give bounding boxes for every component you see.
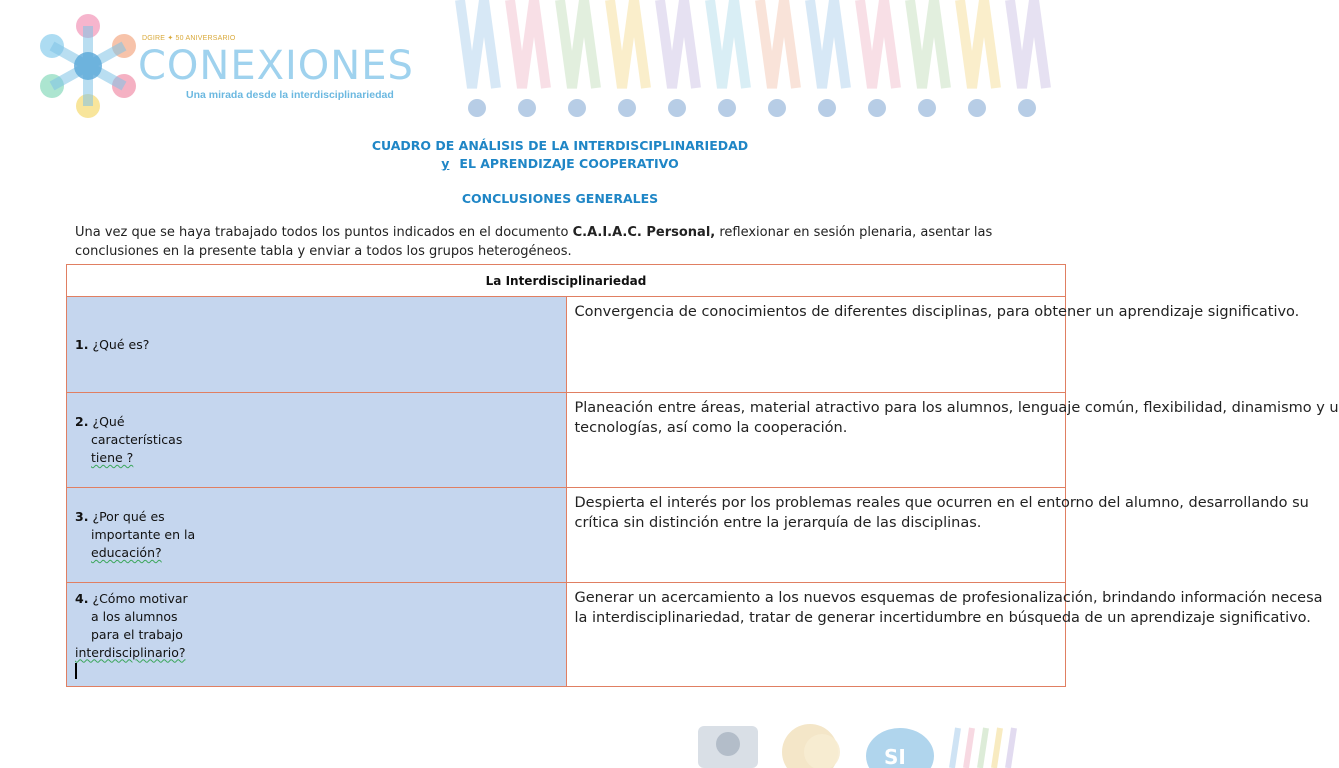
answer-cell[interactable]: [566, 583, 1323, 687]
decorative-stripe: [980, 728, 986, 768]
decorative-dot: [1018, 99, 1036, 117]
decorative-dot: [918, 99, 936, 117]
intro-text-3: conclusiones en la presente tabla y enviar a todos los grupos heterogéneos.: [75, 244, 572, 259]
decorative-dot: [868, 99, 886, 117]
decorative-dot: [518, 99, 536, 117]
brand-title: CONEXIONES: [138, 43, 414, 89]
question-text: características: [91, 432, 183, 447]
anniversary-tagline: DGIRE ✦ 50 ANIVERSARIO: [142, 35, 236, 42]
decorative-stripe: [560, 0, 596, 88]
question-text: a los alumnos: [91, 608, 178, 624]
decorative-stripe: [910, 0, 946, 88]
question-number: 1.: [75, 336, 89, 352]
answer-line: crítica sin distinción entre la jerarquía de las disciplinas.: [574, 515, 982, 531]
table-title: La Interdisciplinariedad: [67, 265, 1066, 297]
question-number: 2.: [75, 414, 89, 429]
decorative-stripe: [994, 728, 1000, 768]
intro-text-2: reflexionar en sesión plenaria, asentar las: [715, 225, 993, 240]
decorative-stripe: [966, 728, 972, 768]
question-text: educación?: [91, 545, 162, 560]
question-text: para el trabajo: [91, 626, 183, 642]
decorative-stripe: [860, 0, 896, 88]
decorative-stripes-footer: [952, 728, 1014, 768]
decorative-stripe: [1008, 728, 1014, 768]
question-cell[interactable]: [67, 297, 567, 393]
table-row: [67, 488, 1066, 583]
decorative-stripes-banner: [450, 0, 1024, 122]
subtitle-conjunction: y: [441, 156, 450, 171]
decorative-stripe: [610, 0, 646, 88]
table-row: [67, 583, 1066, 687]
answer-cell[interactable]: [566, 297, 1300, 393]
question-number: 4.: [75, 590, 89, 606]
decorative-stripe: [952, 728, 958, 768]
decorative-dot: [818, 99, 836, 117]
decorative-stripe: [710, 0, 746, 88]
footer-logos: [690, 720, 1024, 768]
question-text: ¿Qué es?: [92, 336, 150, 352]
table-row: [67, 297, 1066, 393]
answer-line: Despierta el interés por los problemas reales que ocurren en el entorno del alumno, desarrollando su: [574, 495, 1309, 511]
text-cursor: [75, 663, 77, 679]
decorative-stripe: [660, 0, 696, 88]
decorative-dot: [768, 99, 786, 117]
intro-doc-name: C.A.I.A.C. Personal,: [572, 225, 716, 240]
question-text: ¿Qué: [92, 414, 125, 429]
intro-paragraph: [75, 223, 1035, 261]
question-cell[interactable]: [67, 583, 567, 687]
answer-line: la interdisciplinariedad, tratar de generar incertidumbre en búsqueda de un aprendizaje significativo.: [574, 610, 1311, 626]
question-text: importante en la: [91, 527, 196, 542]
answer-cell[interactable]: [566, 488, 1309, 583]
question-text: ¿Por qué es: [92, 509, 165, 524]
answer-line: Planeación entre áreas, material atractivo para los alumnos, lenguaje común, flexibilidad, dinamismo y u: [574, 400, 1339, 416]
unam-seal-icon: [698, 726, 758, 768]
svg-text:SI: SI: [884, 745, 906, 768]
answer-line: Convergencia de conocimientos de diferentes disciplinas, para obtener un aprendizaje significativo.: [574, 304, 1300, 320]
document-title: CUADRO DE ANÁLISIS DE LA INTERDISCIPLINARIEDAD: [371, 138, 749, 153]
decorative-dot: [568, 99, 586, 117]
conexiones-logo-icon: [38, 12, 138, 120]
document-subtitle: [0, 156, 1120, 171]
answer-line: Generar un acercamiento a los nuevos esquemas de profesionalización, brindando información necesa: [574, 590, 1323, 606]
brand-subtitle: Una mirada desde la interdisciplinariedad: [186, 89, 394, 101]
decorative-stripe: [460, 0, 496, 88]
decorative-stripe: [810, 0, 846, 88]
answer-cell[interactable]: [566, 393, 1339, 488]
question-text: interdisciplinario?: [75, 644, 186, 660]
anniversary-50-icon: [782, 724, 840, 768]
decorative-stripe: [760, 0, 796, 88]
table-row: [67, 393, 1066, 488]
decorative-stripe: [510, 0, 546, 88]
subtitle-text: EL APRENDIZAJE COOPERATIVO: [459, 156, 679, 171]
decorative-dot: [968, 99, 986, 117]
decorative-dot: [718, 99, 736, 117]
section-heading: CONCLUSIONES GENERALES: [461, 191, 659, 206]
analysis-table: [66, 264, 1339, 687]
question-text: tiene ?: [91, 450, 134, 465]
question-number: 3.: [75, 509, 89, 524]
decorative-dot: [668, 99, 686, 117]
decorative-dot: [618, 99, 636, 117]
question-text: ¿Cómo motivar: [92, 590, 188, 606]
question-cell[interactable]: [67, 488, 567, 583]
decorative-stripe: [960, 0, 996, 88]
answer-line: tecnologías, así como la cooperación.: [574, 420, 848, 436]
decorative-dot: [468, 99, 486, 117]
question-cell[interactable]: [67, 393, 567, 488]
si-logo-icon: [866, 728, 934, 768]
decorative-stripe: [1010, 0, 1046, 88]
intro-text-1: Una vez que se haya trabajado todos los puntos indicados en el documento: [75, 225, 573, 240]
